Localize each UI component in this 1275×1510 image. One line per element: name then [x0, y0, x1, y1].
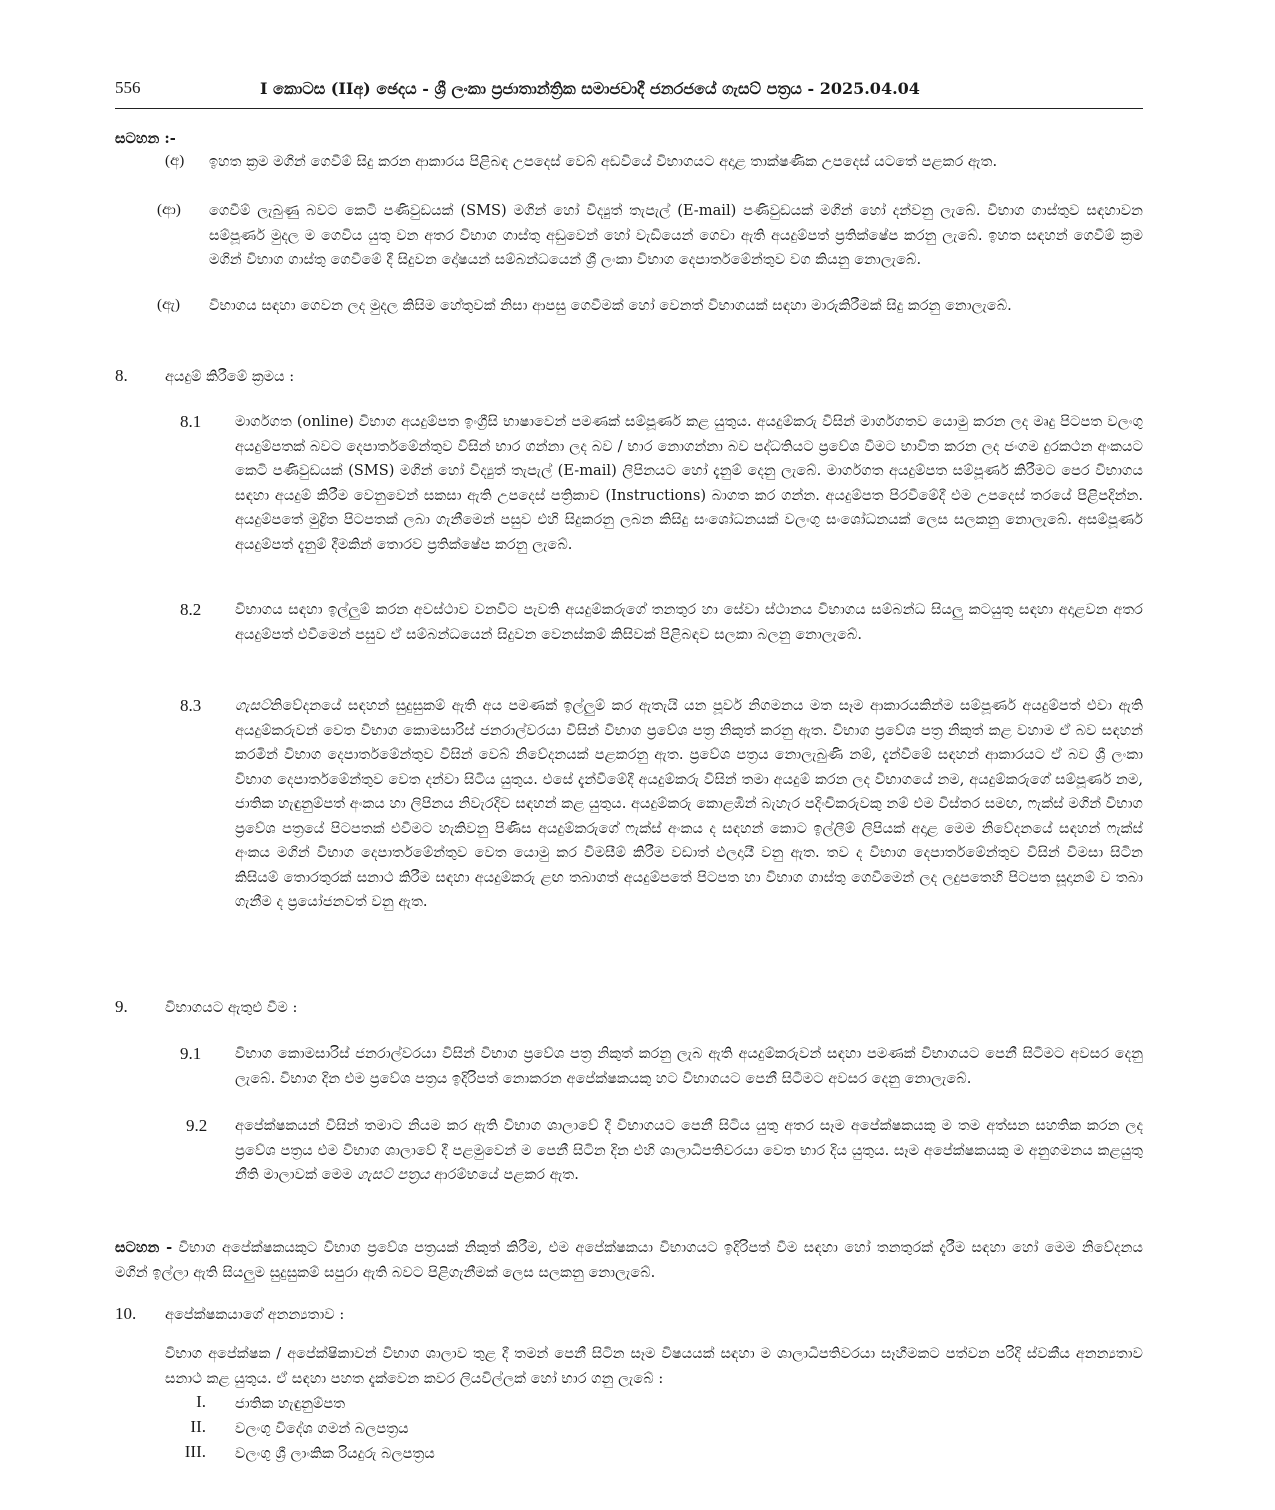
list-item: වලංගු ශ්‍රී ලාංකික රියදුරු බලපත්‍රය: [235, 1445, 435, 1462]
list-item: වලංගු විදේශ ගමන් බලපත්‍රය: [235, 1420, 409, 1437]
subsection-number: 9.2: [186, 1116, 208, 1135]
section-title: විභාගයට ඇතුළු වීම :: [165, 999, 298, 1016]
running-title: I කොටස (IIඅ) ඡෙදය - ශ්‍රී ලංකා ප්‍රජාතාන්ත්‍රික සමාජවාදී ජනරජයේ ගැසට් පත්‍රය - 2025.04.04: [260, 79, 920, 98]
section-number: 8.: [115, 366, 128, 385]
section-intro: විභාග අපේක්ෂක / අපේක්ෂිකාවන් විභාග ශාලාව තුළ දී තමන් පෙනී සිටින සෑම විෂයයක් සඳහා ම ශාලාධිපතිවරයා සෑහීමකට පත්වන පරිදි ස්වකීය අනන්‍යතාව සනාථ කළ යුතුය. ඒ සඳහා පහත දැක්වෙන කවර ලියවිල්ලක් හෝ භාර ගනු ලැබේ :: [165, 1345, 1143, 1387]
section-number: 9.: [115, 997, 128, 1016]
section-title: අයදුම් කිරීමේ ක්‍රමය :: [165, 368, 295, 385]
list-numeral: II.: [190, 1417, 206, 1436]
page-header: [115, 70, 1143, 109]
list-numeral: III.: [184, 1442, 206, 1461]
note-item-text: ඉහත ක්‍රම මගින් ගෙවීම් සිදු කරන ආකාරය පිළිබඳ උපදෙස් වෙබ් අඩවියේ විභාගයට අදාළ තාක්ෂණික උපදෙස් යටතේ පළකර ඇත.: [209, 153, 998, 170]
subsection-number: 9.1: [180, 1044, 202, 1063]
note-item-label: (ආ): [157, 202, 181, 218]
subsection-text: අපේක්ෂකයන් විසින් තමාට නියම කර ඇති විභාග ශාලාවේ දී විභාගයට පෙනී සිටිය යුතු අතර සෑම අපේක්ෂකයකු ම තම අත්සන සහතික කරන ලද ප්‍රවේශ පත්‍රය එම විභාග ශාලාවේ දී පළමුවෙන් ම පෙනී සිටින දින එහි ශාලාධිපතිවරයා වෙත භාර දිය යුතුය. සෑම අපේක්ෂකයකු ම අනුගමනය කළයුතු නීති මාලාවක් මෙම ගැසට් පත්‍රය ආරම්භයේ පළකර ඇත.: [235, 1117, 1143, 1183]
gazette-page: [115, 70, 1143, 109]
subsection-text: ගැසට්නිවේදනයේ සඳහන් සුදුසුකම් ඇති අය පමණක් ඉල්ලුම් කර ඇතැයි යන පූර්ව නිගමනය මත සෑම ආකාරයකින්ම සම්පූර්ණ අයදුම්පත් එවා ඇති අයදුම්කරුවන් වෙත විභාග කොමසාරිස් ජනරාල්වරයා විසින් විභාග ප්‍රවේශ පත්‍ර නිකුත් කරනු ඇත. විභාග ප්‍රවේශ පත්‍ර නිකුත් කළ වහාම ඒ බව සඳහන් කරමින් විභාග දෙපාර්තමේන්තුව විසින් වෙබ් නිවේදනයක් පළකරනු ඇත. ප්‍රවේශ පත්‍රය නොලැබුණි නම්, දැන්වීමේ සඳහන් ආකාරයට ඒ බව ශ්‍රී ලංකා විභාග දෙපාර්තමේන්තුව වෙත දන්වා සිටිය යුතුය. එසේ දැන්වීමේදී අයදුම්කරු විසින් තමා අයදුම් කරන ලද විභාගයේ නම, අයදුම්කරුගේ සම්පූර්ණ නම, ජාතික හැඳුනුම්පත් අංකය හා ලිපිනය නිවැරදිව සඳහන් කළ යුතුය. අයදුම්කරු කොළඹින් බැහැර පදිංචිකරුවකු නම් එම විස්තර සමඟ, ෆැක්ස් මගින් විභාග ප්‍රවේශ පත්‍රයේ පිටපතක් එවීමට හැකිවනු පිණිස අයදුම්කරුගේ ෆැක්ස් අංකය ද සඳහන් කොට ඉල්ලීම් ලිපියක් අදාළ මෙම නිවේදනයේ සඳහන් ෆැක්ස් අංකය මගින් විභාග දෙපාර්තමේන්තුව වෙත යොමු කර විමසීම් කිරීම වඩාත් ඵලදායී වනු ඇත. තව ද විභාග දෙපාර්තමේන්තුව විසින් විමසා සිටින කිසියම් තොරතුරක් සනාථ කිරීම සඳහා අයදුම්කරු ළඟ තබාගත් අයදුම්පතේ පිටපත හා විභාග ගාස්තු ගෙවීමෙන් ලද ලදුපතෙහි පිටපත සූදානම් ව තබා ගැනීම ද ප්‍රයෝජනවත් වනු ඇත.: [235, 697, 1144, 910]
subsection-number: 8.2: [180, 600, 202, 619]
list-item: ජාතික හැඳුනුම්පත: [235, 1395, 346, 1412]
subsection-text: විභාග කොමසාරිස් ජනරාල්වරයා විසින් විභාග ප්‍රවේශ පත්‍ර නිකුත් කරනු ලැබ ඇති අයදුම්කරුවන් සඳහා පමණක් විභාගයට පෙනී සිටීමට අවසර දෙනු ලැබේ. විභාග දින එම ප්‍රවේශ පත්‍රය ඉදිරිපත් නොකරන අපේක්ෂකයකු හට විභාගයට පෙනී සිටීමට අවසර දෙනු නොලැබේ.: [235, 1045, 1143, 1087]
note-item-text: ගෙවීම් ලැබුණු බවට කෙටි පණිවුඩයක් (SMS) මගින් හෝ විද්‍යුත් තැපැල් (E-mail) පණිවුඩයක් මගින් හෝ දන්වනු ලැබේ. විභාග ගාස්තුව සඳහාවන සම්පූර්ණ මුදල ම ගෙවිය යුතු වන අතර විභාග ගාස්තු අඩුවෙන් හෝ වැඩියෙන් ගෙවා ඇති අයදුම්පත් ප්‍රතික්ෂේප කරනු ලැබේ. ඉහත සඳහන් ගෙවීම් ක්‍රම මගින් විභාග ගාස්තු ගෙවීමේ දී සිදුවන දෝෂයන් සම්බන්ධයෙන් ශ්‍රී ලංකා විභාග දෙපාර්තමේන්තුව වග කියනු නොලැබේ.: [209, 202, 1143, 268]
gazette-italic: ගැසට් පත්‍රය: [357, 1166, 430, 1183]
subsection-text: විභාගය සඳහා ඉල්ලුම් කරන අවස්ථාව වනවිට පැවති අයදුම්කරුගේ තනතුර හා සේවා ස්ථානය විභාගය සම්බන්ධ සියලු කටයුතු සඳහා අදාළවන අතර අයදුම්පත් එවීමෙන් පසුව ඒ සම්බන්ධයෙන් සිදුවන වෙනස්කම් කිසිවක් පිළිබඳව සලකා බලනු නොලැබේ.: [235, 601, 1143, 643]
section-number: 10.: [115, 1304, 137, 1323]
list-numeral: I.: [196, 1392, 206, 1411]
note-title: සටහන :-: [115, 130, 176, 147]
page-number: 556: [115, 78, 141, 97]
note2: [115, 1236, 1143, 1285]
section-title: අපේක්ෂකයාගේ අනන්‍යතාව :: [165, 1306, 345, 1323]
note2-label: සටහන -: [115, 1239, 173, 1256]
note-item-text: විභාගය සඳහා ගෙවන ලද මුදල කිසිම හේතුවක් නිසා ආපසු ගෙවීමක් හෝ වෙනත් විභාගයක් සඳහා මාරුකිරීමක් සිදු කරනු නොලැබේ.: [209, 297, 1012, 314]
note-item-label: (ඇ): [157, 297, 181, 313]
subsection-number: 8.1: [180, 412, 202, 431]
note-item-label: (අ): [165, 153, 185, 169]
note2-text: විභාග අපේක්ෂකයකුට විභාග ප්‍රවේශ පත්‍රයක් නිකුත් කිරීම, එම අපේක්ෂකයා විභාගයට ඉදිරිපත් වීම සඳහා හෝ තනතුරක් දැරීම සඳහා හෝ මෙම නිවේදනය මගින් ඉල්ලා ඇති සියලුම සුදුසුකම් සපුරා ඇති බවට පිළිගැනීමක් ලෙස සලකනු නොලැබේ.: [115, 1239, 1143, 1281]
gazette-italic: ගැසට්: [235, 697, 271, 714]
subsection-text: මාර්ගගත (online) විභාග අයදුම්පත ඉංග්‍රීසි භාෂාවෙන් පමණක් සම්පූර්ණ කළ යුතුය. අයදුම්කරු විසින් මාර්ගගතව යොමු කරන ලද මෘදු පිටපත වලංගු අයදුම්පතක් බවට දෙපාර්තමේන්තුව විසින් භාර ගන්නා ලද බව / භාර නොගන්නා බව පද්ධතියට ප්‍රවේශ වීමට භාවිත කරන ලද ජංගම දුරකථන අංකයට කෙටි පණිවුඩයක් (SMS) මගින් හෝ විද්‍යුත් තැපැල් (E-mail) ලිපිනයට හෝ දැනුම් දෙනු ලැබේ. මාර්ගගත අයදුම්පත සම්පූර්ණ කිරීමට පෙර විභාගය සඳහා අයදුම් කිරීම වෙනුවෙන් සකසා ඇති උපදෙස් පත්‍රිකාව (Instructions) බාගත කර ගන්න. අයදුම්පත පිරවීමේදී එම උපදෙස් තරයේ පිළිපදින්න. අයදුම්පතේ මුද්‍රිත පිටපතක් ලබා ගැනීමෙන් පසුව එහි සිදුකරනු ලබන කිසිදු සංශෝධනයක් වලංගු සංශෝධනයක් ලෙස සලකනු නොලැබේ. අසම්පූර්ණ අයදුම්පත් දැනුම් දීමකින් තොරව ප්‍රතික්ෂේප කරනු ලැබේ.: [235, 413, 1143, 553]
subsection-number: 8.3: [180, 696, 202, 715]
